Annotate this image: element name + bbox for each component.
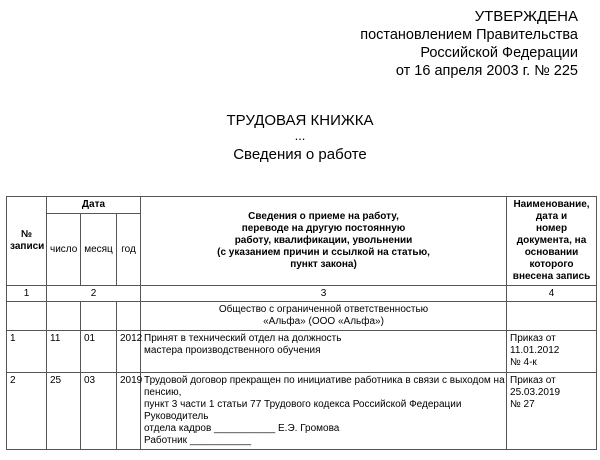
approval-line-date: от 16 апреля 2003 г. № 225 [395,63,578,79]
org-empty-cell [507,302,597,331]
section-title: Сведения о работе [233,146,367,163]
document-title: ТРУДОВАЯ КНИЖКА [226,112,374,129]
org-empty-cell [47,302,81,331]
header-month: месяц [81,214,117,286]
header-document: Наименование, дата и номер документа, на основании которого внесена запись [507,197,597,286]
approval-title: УТВЕРЖДЕНА [474,8,578,25]
organization-row [7,302,597,331]
column-number-1: 1 [7,286,47,302]
record-month: 03 [81,373,117,450]
organization-name: Общество с ограниченной ответственностью «Альфа» (ООО «Альфа») [141,302,507,331]
record-document: Приказ от 11.01.2012 № 4-к [507,331,597,373]
approval-line-country: Российской Федерации [420,45,578,61]
record-info: Трудовой договор прекращен по инициативе работника в связи с выходом на пенсию, пункт 3 части 1 статьи 77 Трудового кодекса Российской Федерации Руководитель отдела кадров ___________ Е.Э. Громова Работник ___________ [141,373,507,450]
table-row [7,373,597,450]
approval-block [360,8,578,80]
column-number-2: 2 [47,286,141,302]
column-number-3: 3 [141,286,507,302]
record-day: 25 [47,373,81,450]
record-day: 11 [47,331,81,373]
header-year: год [117,214,141,286]
header-record-number: № записи [7,197,47,286]
record-number: 1 [7,331,47,373]
header-work-info: Сведения о приеме на работу, переводе на другую постоянную работу, квалификации, увольнении (с указанием причин и ссылкой на статью, пункт закона) [141,197,507,286]
record-number: 2 [7,373,47,450]
record-year: 2019 [117,373,141,450]
header-day: число [47,214,81,286]
org-empty-cell [81,302,117,331]
record-info: Принят в технический отдел на должность мастера производственного обучения [141,331,507,373]
column-number-4: 4 [507,286,597,302]
approval-line-decree: постановлением Правительства [360,27,578,43]
work-records-table [6,196,597,450]
column-number-row [7,286,597,302]
record-year: 2012 [117,331,141,373]
table-row [7,331,597,373]
org-empty-cell [117,302,141,331]
org-empty-cell [7,302,47,331]
ellipsis: ... [294,128,306,143]
record-document: Приказ от 25.03.2019 № 27 [507,373,597,450]
header-row-1 [7,197,597,214]
header-date: Дата [47,197,141,214]
record-month: 01 [81,331,117,373]
